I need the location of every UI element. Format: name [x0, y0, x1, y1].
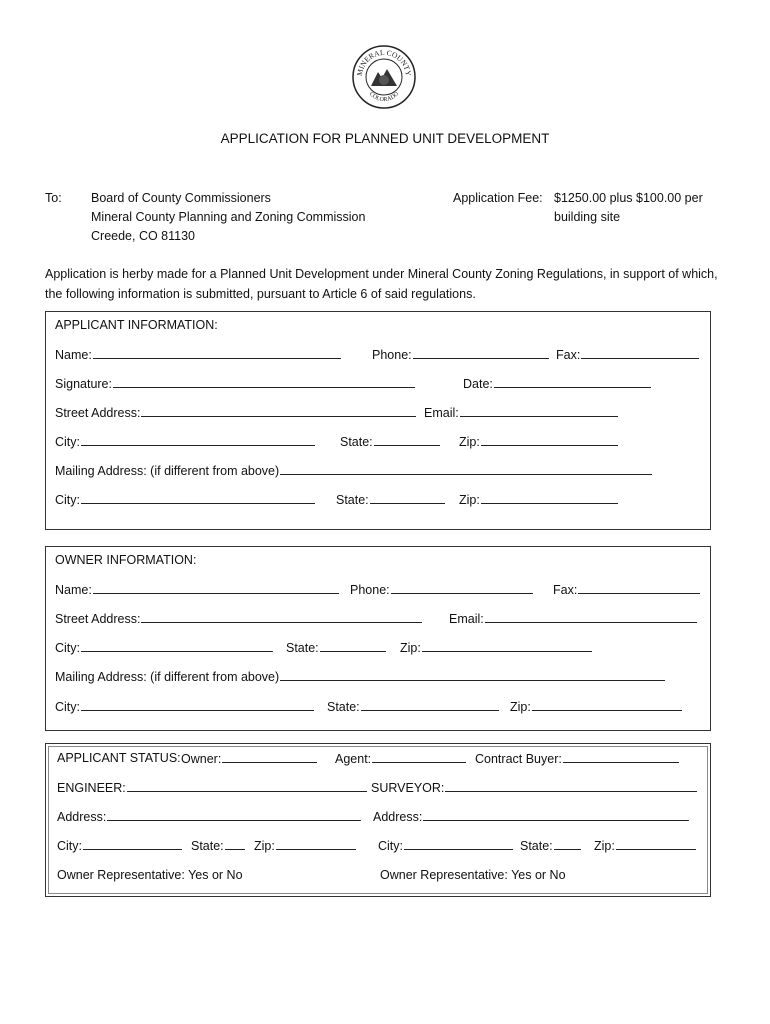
applicant-signature-field[interactable] [113, 376, 415, 388]
owner-name-field[interactable] [93, 582, 339, 594]
applicant-state-field[interactable] [374, 434, 440, 446]
surveyor-label: SURVEYOR: [371, 781, 445, 795]
owner-heading: OWNER INFORMATION: [55, 553, 197, 567]
status-agent-label: Agent: [335, 752, 372, 766]
engineer-field[interactable] [127, 780, 367, 792]
owner-fax-field[interactable] [578, 582, 700, 594]
status-heading: APPLICANT STATUS: [57, 751, 181, 765]
engineer-state-label: State: [191, 839, 224, 853]
owner-state2-field[interactable] [361, 699, 499, 711]
surveyor-state-label: State: [520, 839, 553, 853]
owner-street-label: Street Address: [55, 612, 141, 626]
seal-bottom-text: COLORADO [367, 91, 401, 104]
applicant-mailing-field[interactable] [280, 463, 652, 475]
applicant-phone-field[interactable] [413, 347, 549, 359]
applicant-state2-label: State: [336, 493, 369, 507]
owner-state-label: State: [286, 641, 319, 655]
status-owner-field[interactable] [222, 751, 317, 763]
applicant-heading: APPLICANT INFORMATION: [55, 318, 218, 332]
applicant-zip2-field[interactable] [481, 492, 618, 504]
owner-zip2-field[interactable] [532, 699, 682, 711]
owner-phone-label: Phone: [350, 583, 390, 597]
surveyor-zip-field[interactable] [616, 838, 696, 850]
applicant-mailing-label: Mailing Address: (if different from above) [55, 464, 280, 478]
engineer-address-field[interactable] [107, 809, 361, 821]
owner-email-label: Email: [449, 612, 484, 626]
applicant-street-field[interactable] [141, 405, 416, 417]
applicant-signature-label: Signature: [55, 377, 112, 391]
applicant-street-label: Street Address: [55, 406, 141, 420]
applicant-zip-field[interactable] [481, 434, 618, 446]
fee-value-line-1: $1250.00 plus $100.00 per [554, 191, 703, 205]
county-seal [351, 44, 417, 110]
owner-mailing-field[interactable] [280, 669, 665, 681]
owner-city-field[interactable] [81, 640, 273, 652]
fee-label: Application Fee: [453, 191, 543, 205]
owner-mailing-label: Mailing Address: (if different from above) [55, 670, 280, 684]
engineer-owner-rep[interactable]: Owner Representative: Yes or No [57, 868, 243, 882]
status-buyer-field[interactable] [563, 751, 679, 763]
applicant-phone-label: Phone: [372, 348, 412, 362]
surveyor-zip-label: Zip: [594, 839, 615, 853]
applicant-zip-label: Zip: [459, 435, 480, 449]
to-line-1: Board of County Commissioners [91, 191, 271, 205]
to-line-3: Creede, CO 81130 [91, 229, 195, 243]
owner-city2-label: City: [55, 700, 80, 714]
surveyor-city-field[interactable] [404, 838, 513, 850]
owner-city2-field[interactable] [81, 699, 314, 711]
to-label: To: [45, 191, 62, 205]
owner-zip2-label: Zip: [510, 700, 531, 714]
owner-zip-label: Zip: [400, 641, 421, 655]
engineer-city-field[interactable] [83, 838, 182, 850]
owner-city-label: City: [55, 641, 80, 655]
surveyor-address-field[interactable] [423, 809, 689, 821]
engineer-state-field[interactable] [225, 838, 245, 850]
surveyor-city-label: City: [378, 839, 403, 853]
owner-email-field[interactable] [485, 611, 697, 623]
engineer-zip-field[interactable] [276, 838, 356, 850]
applicant-fax-label: Fax: [556, 348, 581, 362]
applicant-state-label: State: [340, 435, 373, 449]
engineer-label: ENGINEER: [57, 781, 126, 795]
applicant-date-label: Date: [463, 377, 493, 391]
applicant-zip2-label: Zip: [459, 493, 480, 507]
applicant-city-label: City: [55, 435, 80, 449]
svg-text:COLORADO [368, 91, 401, 103]
applicant-email-field[interactable] [460, 405, 618, 417]
seal-top-text: MINERAL COUNTY [354, 47, 414, 77]
applicant-city-field[interactable] [81, 434, 315, 446]
status-buyer-label: Contract Buyer: [475, 752, 562, 766]
owner-fax-label: Fax: [553, 583, 578, 597]
status-owner-label: Owner: [181, 752, 222, 766]
surveyor-address-label: Address: [373, 810, 423, 824]
intro-paragraph: Application is herby made for a Planned Unit Development under Mineral County Zoning Regulations, in support of which, the following information is submitted, pursuant to Article 6 of said regulations. [45, 267, 718, 301]
engineer-zip-label: Zip: [254, 839, 275, 853]
engineer-address-label: Address: [57, 810, 107, 824]
applicant-city2-label: City: [55, 493, 80, 507]
applicant-date-field[interactable] [494, 376, 651, 388]
status-agent-field[interactable] [372, 751, 466, 763]
applicant-name-field[interactable] [93, 347, 341, 359]
page-title: APPLICATION FOR PLANNED UNIT DEVELOPMENT [220, 131, 550, 146]
applicant-email-label: Email: [424, 406, 459, 420]
owner-zip-field[interactable] [422, 640, 592, 652]
owner-phone-field[interactable] [391, 582, 533, 594]
applicant-city2-field[interactable] [81, 492, 315, 504]
applicant-name-label: Name: [55, 348, 92, 362]
surveyor-owner-rep[interactable]: Owner Representative: Yes or No [380, 868, 566, 882]
applicant-state2-field[interactable] [370, 492, 445, 504]
owner-state2-label: State: [327, 700, 360, 714]
to-line-2: Mineral County Planning and Zoning Commission [91, 210, 366, 224]
owner-state-field[interactable] [320, 640, 386, 652]
owner-name-label: Name: [55, 583, 92, 597]
fee-value-line-2: building site [554, 210, 621, 224]
surveyor-state-field[interactable] [554, 838, 581, 850]
surveyor-field[interactable] [445, 780, 697, 792]
engineer-city-label: City: [57, 839, 82, 853]
applicant-fax-field[interactable] [581, 347, 699, 359]
owner-street-field[interactable] [141, 611, 422, 623]
svg-text:MINERAL COUNTY [355, 48, 413, 77]
